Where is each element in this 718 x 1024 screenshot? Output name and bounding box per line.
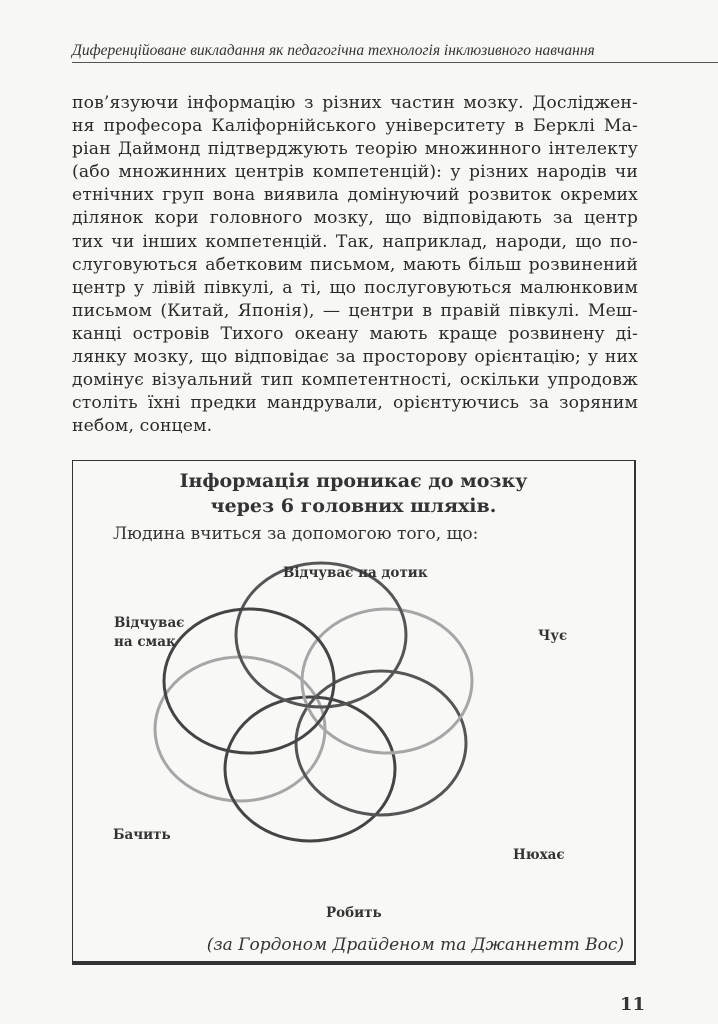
label-taste <box>114 614 184 652</box>
text-line: ріан Даймонд підтверджують теорію множинного інтелекту <box>72 139 638 160</box>
text-line: пов’язуючи інформацію з різних частин мозку. Досліджен- <box>72 93 638 113</box>
text-line: лянку мозку, що відповідає за просторову орієнтацію; у них <box>72 347 638 368</box>
text-line: слуговуються абетковим письмом, мають більш розвинений <box>72 254 638 275</box>
text-line: ня професора Каліфорнійського університету в Берклі Ма- <box>72 116 638 137</box>
figure-caption: (за Гордоном Драйденом та Джаннетт Вос) <box>206 935 624 955</box>
text-line: століть їхні предки мандрували, орієнтуючись за зоряним <box>72 393 638 414</box>
text-line: домінує візуальний тип компетентності, оскільки упродовж <box>72 370 638 391</box>
page-number: 11 <box>620 994 646 1015</box>
figure-title-line: Інформація проникає до мозку <box>179 470 528 492</box>
label-see: Бачить <box>113 827 171 843</box>
six-ellipse-diagram <box>73 461 633 961</box>
figure-title-line: через 6 головних шляхів. <box>210 495 497 517</box>
figure-subtitle: Людина вчиться за допомогою того, що: <box>113 524 479 544</box>
header-divider <box>72 62 718 63</box>
figure-box <box>72 460 636 965</box>
label-taste-line: на смак <box>114 634 176 650</box>
ellipse-taste <box>164 609 334 753</box>
running-header: Диференційоване викладання як педагогічна технологія інклюзивного навчання <box>72 42 595 59</box>
text-line: етнічних груп вона виявила домінуючий розвиток окремих <box>72 185 638 206</box>
text-line: письмом (Китай, Японія), — центри в правій півкулі. Меш- <box>72 300 638 321</box>
label-smell: Нюхає <box>513 847 565 863</box>
ellipse-smell <box>296 671 466 815</box>
label-do: Робить <box>326 905 382 921</box>
label-taste-line: Відчуває <box>114 615 185 631</box>
text-line: центр у лівій півкулі, а ті, що послуговуються малюнковим <box>72 277 638 298</box>
text-line: небом, сонцем. <box>72 416 213 437</box>
text-line: тих чи інших компетенцій. Так, наприклад, народи, що по- <box>72 231 638 252</box>
label-hear: Чує <box>538 628 568 644</box>
text-line: (або множинних центрів компетенцій): у різних народів чи <box>72 162 638 183</box>
text-line: ділянок кори головного мозку, що відповідають за центр <box>72 208 638 229</box>
text-line: канці островів Тихого океану мають краще розвинену ді- <box>72 323 638 344</box>
body-paragraph <box>72 92 638 438</box>
label-touch: Відчуває на дотик <box>283 565 428 581</box>
